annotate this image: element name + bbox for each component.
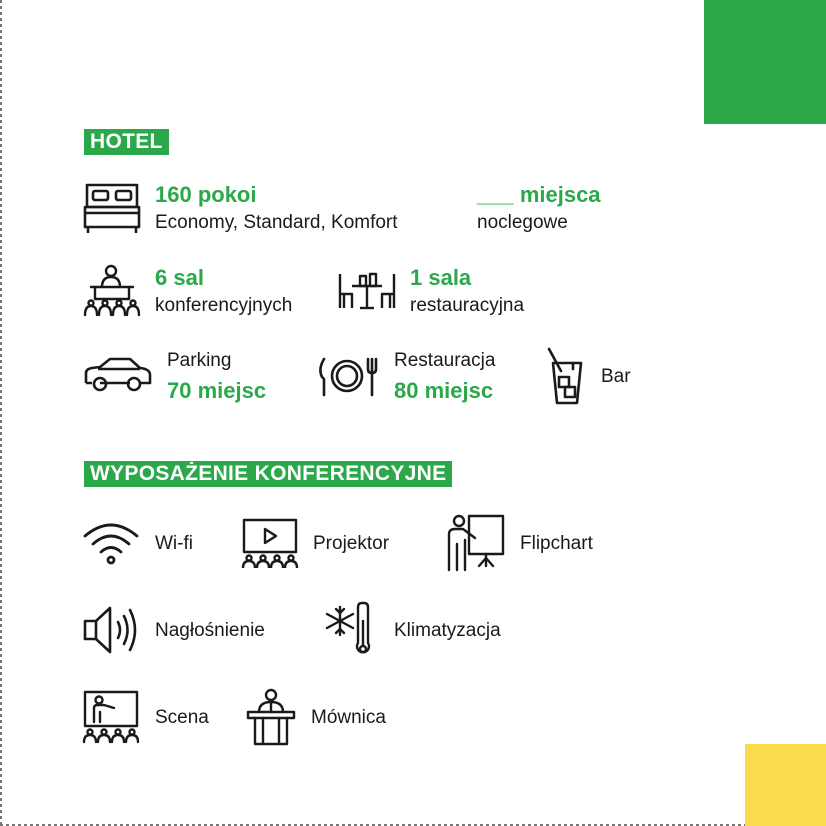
conference-value: 6 sal <box>155 265 204 290</box>
green-corner-square <box>704 0 826 124</box>
yellow-corner-square <box>745 744 826 826</box>
left-dotted-border <box>0 0 2 826</box>
beds-desc: noclegowe <box>477 212 568 233</box>
bed-icon <box>83 182 141 234</box>
projector-label: Projektor <box>313 533 390 554</box>
lectern-label: Mównica <box>311 707 386 728</box>
car-icon <box>82 355 154 395</box>
restaurant-value: 80 miejsc <box>394 378 494 403</box>
dining-table-icon <box>338 270 396 312</box>
parking-label: Parking <box>167 350 232 371</box>
speaker-label: Nagłośnienie <box>155 620 265 641</box>
restaurant-label: Restauracja <box>394 350 496 371</box>
equipment-heading: WYPOSAŻENIE KONFERENCYJNE <box>84 461 452 487</box>
wifi-icon <box>82 520 140 566</box>
stage-label: Scena <box>155 707 209 728</box>
restaurant-hall-desc: restauracyjna <box>410 295 525 316</box>
parking-value: 70 miejsc <box>167 378 267 403</box>
rooms-desc: Economy, Standard, Komfort <box>155 212 398 233</box>
beds-value: ___ miejsca <box>477 182 601 207</box>
flipchart-label: Flipchart <box>520 533 593 554</box>
wifi-label: Wi-fi <box>155 533 193 554</box>
stage-icon <box>82 690 140 744</box>
restaurant-hall-value: 1 sala <box>410 265 472 290</box>
flipchart-icon <box>443 514 505 572</box>
plate-cutlery-icon <box>318 357 380 397</box>
speaker-icon <box>82 605 140 655</box>
air-conditioning-label: Klimatyzacja <box>394 620 501 641</box>
bar-label: Bar <box>601 366 631 387</box>
projector-icon <box>241 518 299 570</box>
rooms-value: 160 pokoi <box>155 182 257 207</box>
hotel-heading: HOTEL <box>84 129 169 155</box>
lectern-icon <box>245 688 297 746</box>
conference-icon <box>83 263 141 317</box>
drink-glass-icon <box>545 347 585 405</box>
conference-desc: konferencyjnych <box>155 295 293 316</box>
air-conditioning-icon <box>322 601 378 659</box>
